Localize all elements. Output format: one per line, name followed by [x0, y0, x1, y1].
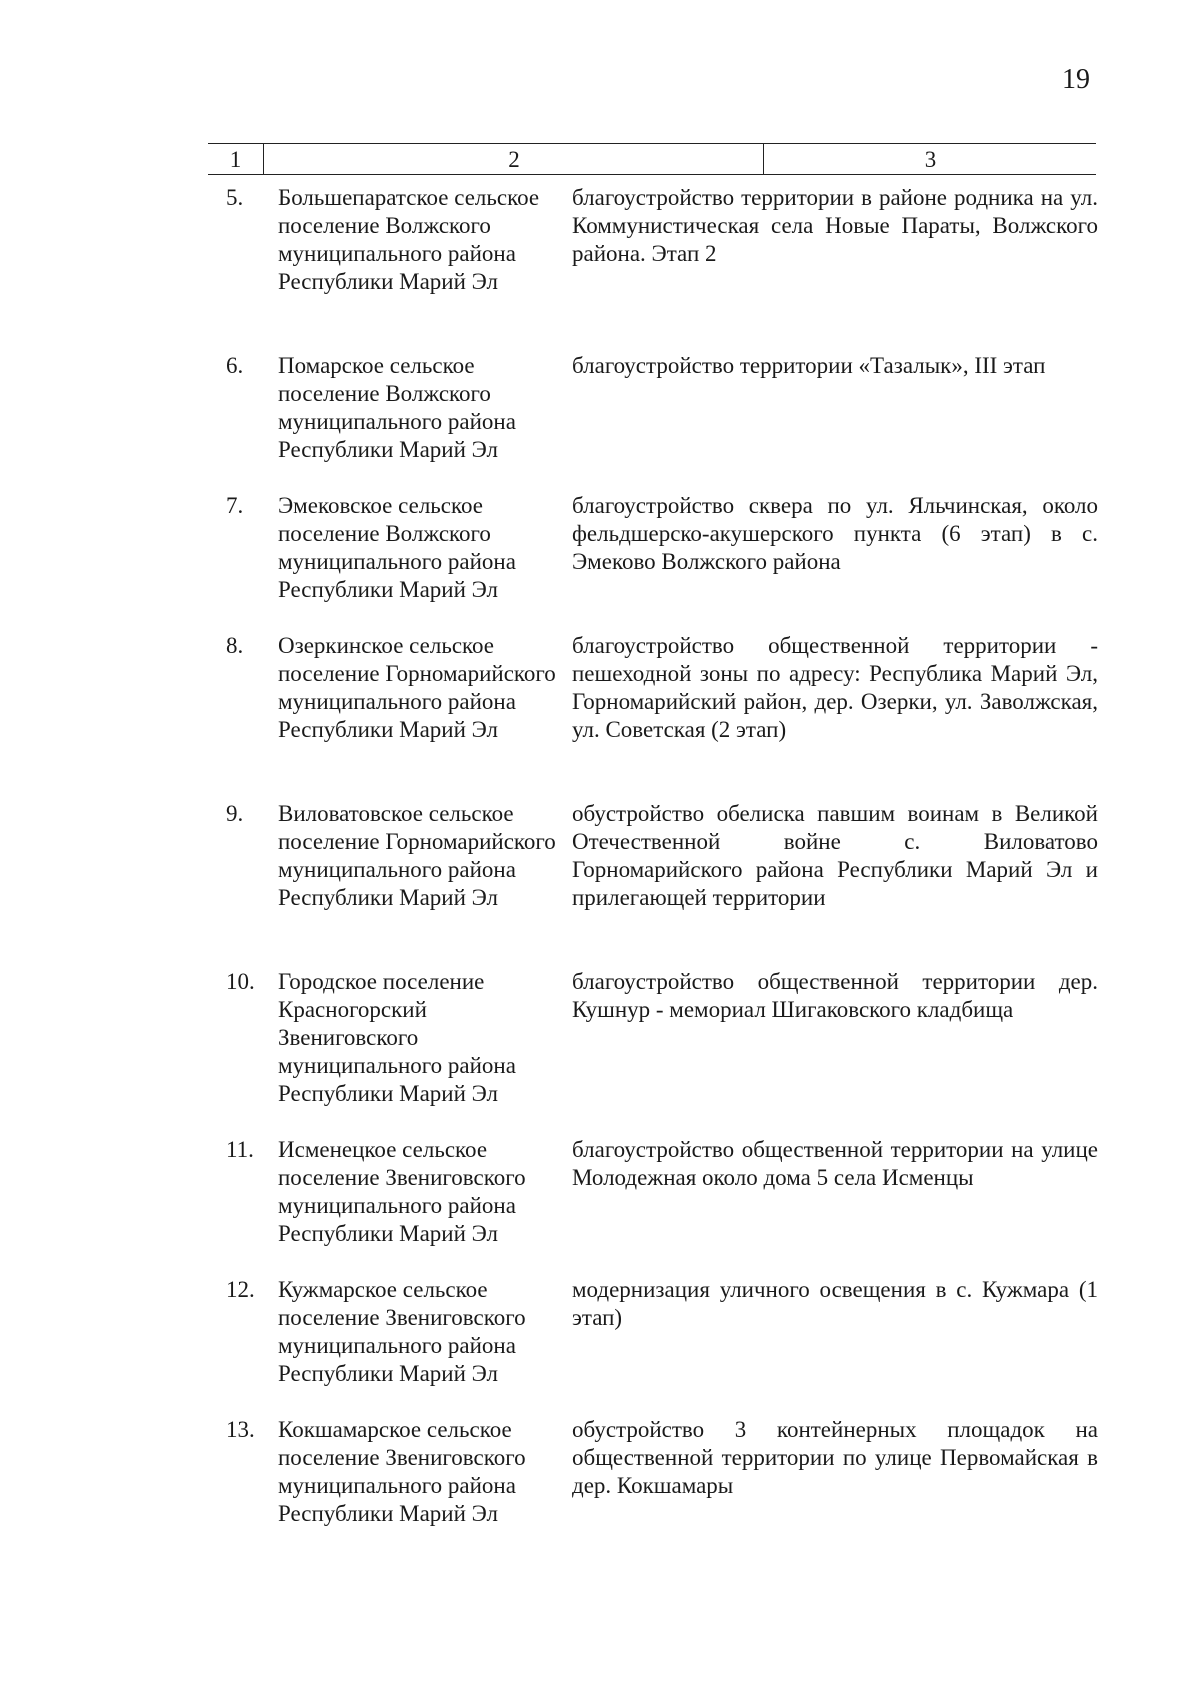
table-header — [208, 143, 1096, 175]
row-number: 12. — [226, 1277, 255, 1302]
page-number: 19 — [1062, 64, 1090, 95]
project-description: благоустройство территории в районе родника на ул. Коммунистическая села Новые Параты, Волжского района. Этап 2 — [572, 185, 1098, 266]
settlement-name: Кужмарское сельское поселение Звениговского муниципального района Республики Марий Эл — [278, 1277, 526, 1386]
settlement-name: Озеркинское сельское поселение Горномарийского муниципального района Республики Марий Эл — [278, 633, 556, 742]
column-header-1: 1 — [229, 147, 242, 172]
settlement-name: Эмековское сельское поселение Волжского муниципального района Республики Марий Эл — [278, 493, 516, 602]
column-header-3: 3 — [763, 144, 1097, 174]
settlement-name: Виловатовское сельское поселение Горномарийского муниципального района Республики Марий Эл — [278, 801, 556, 910]
row-number: 7. — [226, 493, 244, 518]
row-number: 5. — [226, 185, 244, 210]
settlement-name: Помарское сельское поселение Волжского муниципального района Республики Марий Эл — [278, 353, 516, 462]
settlement-name: Исменецкое сельское поселение Звениговского муниципального района Республики Марий Эл — [278, 1137, 526, 1246]
settlement-name: Большепаратское сельское поселение Волжского муниципального района Республики Марий Эл — [278, 185, 540, 294]
project-description: обустройство обелиска павшим воинам в Великой Отечественной войне с. Виловатово Горномарийского района Республики Марий Эл и прилегающей территории — [572, 801, 1098, 910]
project-description: благоустройство общественной территории дер. Кушнур - мемориал Шигаковского кладбища — [572, 969, 1098, 1022]
project-description: благоустройство общественной территории - пешеходной зоны по адресу: Республика Марий Эл, Горномарийский район, дер. Озерки, ул. Заволжская, ул. Советская (2 этап) — [572, 633, 1098, 742]
row-number: 6. — [226, 353, 244, 378]
column-header-2: 2 — [263, 144, 764, 174]
project-description: благоустройство сквера по ул. Яльчинская, около фельдшерско-акушерского пункта (6 этап) в с. Эмеково Волжского района — [572, 493, 1098, 574]
project-description: обустройство 3 контейнерных площадок на общественной территории по улице Первомайская в дер. Кокшамары — [572, 1417, 1098, 1498]
row-number: 9. — [226, 801, 244, 826]
settlement-name: Городское поселение Красногорский Звениговского муниципального района Республики Марий Эл — [278, 969, 516, 1106]
settlement-name: Кокшамарское сельское поселение Звениговского муниципального района Республики Марий Эл — [278, 1417, 526, 1526]
project-description: благоустройство территории «Тазалык», III этап — [572, 353, 1046, 378]
row-number: 8. — [226, 633, 244, 658]
row-number: 11. — [226, 1137, 254, 1162]
project-description: благоустройство общественной территории на улице Молодежная около дома 5 села Исменцы — [572, 1137, 1098, 1190]
row-number: 13. — [226, 1417, 255, 1442]
project-description: модернизация уличного освещения в с. Кужмара (1 этап) — [572, 1277, 1098, 1330]
row-number: 10. — [226, 969, 255, 994]
